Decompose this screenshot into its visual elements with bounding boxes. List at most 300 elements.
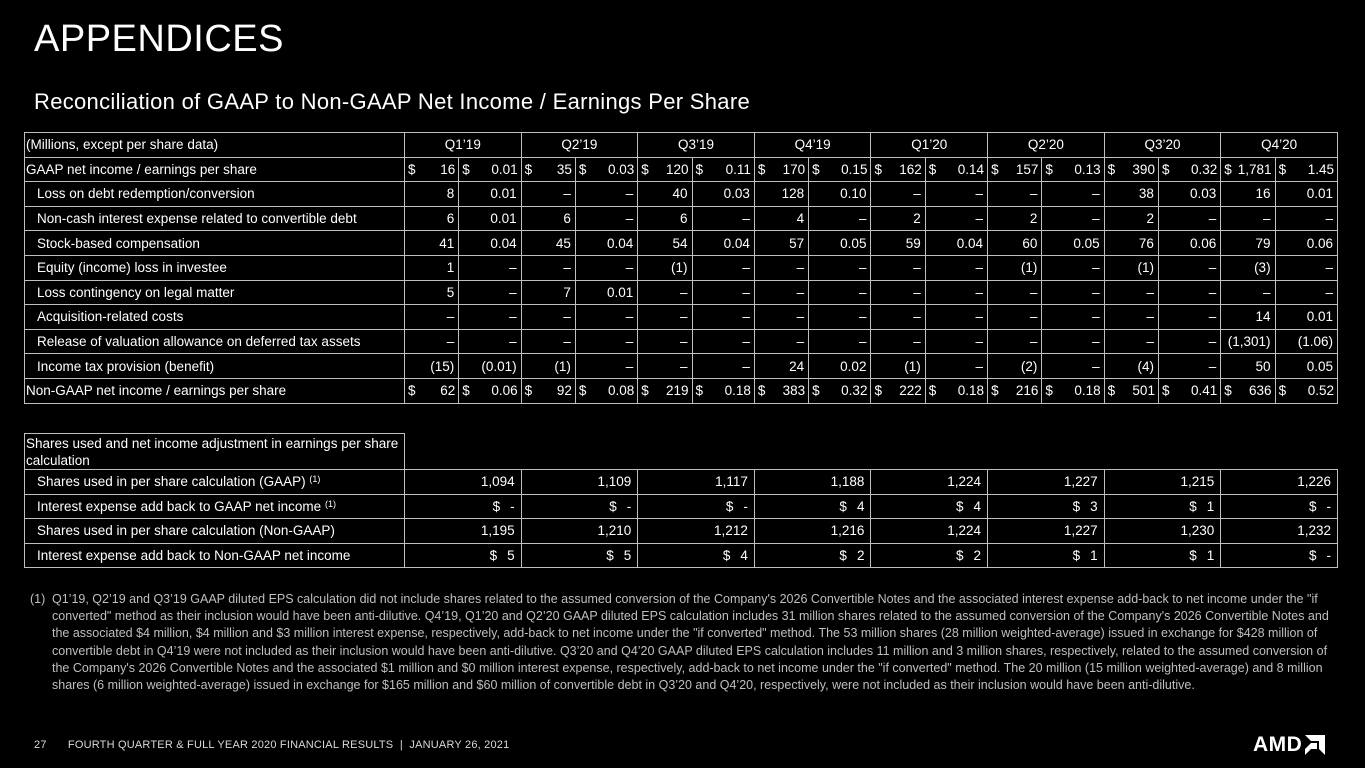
cell-value: 222 xyxy=(899,383,922,399)
table-cell: (1) xyxy=(988,255,1042,280)
table-cell: – xyxy=(871,329,925,354)
shares-cell xyxy=(1221,543,1338,568)
currency-symbol: $ xyxy=(1072,498,1081,514)
page-subtitle: Reconciliation of GAAP to Non-GAAP Net Income / Earnings Per Share xyxy=(34,89,751,114)
table-cell: 2 xyxy=(988,206,1042,231)
table-cell: – xyxy=(1221,206,1275,231)
table-cell: – xyxy=(754,305,808,330)
table-cell: – xyxy=(638,329,692,354)
cell-value: 0.01 xyxy=(491,161,518,177)
reconciliation-table xyxy=(24,132,1338,404)
table-cell: – xyxy=(925,255,987,280)
shares-cell: 1,216 xyxy=(754,519,871,544)
table-cell: – xyxy=(1042,280,1104,305)
shares-row xyxy=(25,543,1338,568)
table-cell: 50 xyxy=(1221,354,1275,379)
table-cell: – xyxy=(809,280,871,305)
table-cell: – xyxy=(521,255,575,280)
table-cell: – xyxy=(1275,255,1337,280)
shares-cell: 1,230 xyxy=(1104,519,1221,544)
table-cell: – xyxy=(459,280,521,305)
table-cell: (3) xyxy=(1221,255,1275,280)
currency-symbol: $ xyxy=(609,498,617,514)
currency-symbol: $ xyxy=(578,383,587,399)
currency-symbol: $ xyxy=(1045,161,1053,177)
cell-value: 1 xyxy=(1090,548,1098,564)
table-cell: 7 xyxy=(521,280,575,305)
table-cell xyxy=(692,157,754,182)
currency-symbol: $ xyxy=(641,161,649,177)
currency-symbol: $ xyxy=(1189,548,1197,564)
cell-value: 0.08 xyxy=(607,383,635,399)
footnote-text: Q1’19, Q2’19 and Q3’19 GAAP diluted EPS calculation did not include shares related to the assumed conversion of the Company's 2026 Convertible Notes and the associated interest expense add-back to net income under the "if converted" method as their inclusion would have been anti-dilutive. Q4’19, Q1’20 and Q2’20 GAAP diluted EPS calculation includes 31 million shares related to the assumed conversion of the Company's 2026 Convertible Notes and the associated $4 million, $4 million and $3 million interest expense, respectively, add-back to net income under the "if converted" method. The 53 million shares (28 million weighted-average) issued in exchange for $428 million of convertible debt in Q4’19 were not included as their inclusion would have been anti-dilutive. Q3’20 and Q4’20 GAAP diluted EPS calculation includes 11 million and 3 million shares, respectively, related to the assumed conversion of the Company's 2026 Convertible Notes and the associated $1 million and $0 million interest expense, respectively, add-back to net income under the "if converted" method. The 20 million (15 million weighted-average) and 8 million shares (6 million weighted-average) issued in exchange for $165 million and $60 million of convertible debt in Q3’20 and Q4’20, respectively, were not included as their inclusion would have been anti-dilutive. xyxy=(52,592,1329,693)
table-cell: – xyxy=(459,255,521,280)
table-cell: – xyxy=(575,354,637,379)
currency-symbol: $ xyxy=(757,383,766,399)
cell-value: 0.03 xyxy=(607,161,635,177)
table-cell: 6 xyxy=(638,206,692,231)
cell-value: 4 xyxy=(973,498,982,514)
table-cell: (1) xyxy=(638,255,692,280)
cell-value: - xyxy=(743,498,748,514)
quarter-header: Q2’19 xyxy=(521,133,638,158)
table-cell xyxy=(754,157,808,182)
table-cell: 60 xyxy=(988,231,1042,256)
cell-value: 4 xyxy=(740,548,748,564)
cell-value: 0.32 xyxy=(1191,161,1218,177)
quarter-header: Q1’19 xyxy=(405,133,522,158)
table-cell: (1) xyxy=(1104,255,1158,280)
row-label: Loss on debt redemption/conversion xyxy=(25,182,405,207)
currency-symbol: $ xyxy=(492,498,501,514)
table-cell: – xyxy=(1158,354,1220,379)
table-cell: – xyxy=(638,280,692,305)
table-cell: – xyxy=(575,182,637,207)
table-cell xyxy=(871,157,925,182)
table-cell: – xyxy=(1158,305,1220,330)
table-cell: 14 xyxy=(1221,305,1275,330)
currency-symbol: $ xyxy=(1161,383,1170,399)
table-cell: (1) xyxy=(871,354,925,379)
table-cell: – xyxy=(871,182,925,207)
table-cell: – xyxy=(809,329,871,354)
currency-symbol: $ xyxy=(408,383,416,399)
cell-value: 216 xyxy=(1015,383,1039,399)
amd-arrow-icon xyxy=(1305,735,1325,755)
table-cell xyxy=(1158,157,1220,182)
table-cell: – xyxy=(754,329,808,354)
table-cell: 16 xyxy=(1221,182,1275,207)
shares-table xyxy=(24,433,1338,568)
shares-row xyxy=(25,519,1338,544)
table-cell: 40 xyxy=(638,182,692,207)
cell-value: 1 xyxy=(1206,498,1215,514)
table-cell: 57 xyxy=(754,231,808,256)
amd-logo xyxy=(1253,733,1325,757)
table-cell: – xyxy=(1158,280,1220,305)
table-cell: 0.03 xyxy=(1158,182,1220,207)
table-cell: 0.01 xyxy=(1275,305,1337,330)
table-cell: (15) xyxy=(405,354,459,379)
shares-cell: 1,188 xyxy=(754,470,871,495)
table-cell: – xyxy=(925,329,987,354)
table-cell: – xyxy=(871,305,925,330)
cell-value: 2 xyxy=(856,548,865,564)
cell-value: 1 xyxy=(1206,548,1215,564)
table-cell: – xyxy=(1042,182,1104,207)
currency-symbol: $ xyxy=(812,161,820,177)
table-cell: (1,301) xyxy=(1221,329,1275,354)
shares-cell xyxy=(405,494,522,519)
cell-value: 5 xyxy=(507,548,515,564)
table-cell xyxy=(1042,157,1104,182)
currency-symbol: $ xyxy=(839,498,847,514)
table-cell: 59 xyxy=(871,231,925,256)
table-cell: 24 xyxy=(754,354,808,379)
shares-cell xyxy=(1104,543,1221,568)
table-cell: – xyxy=(809,206,871,231)
quarter-header: Q2’20 xyxy=(988,133,1105,158)
quarter-header: Q3’20 xyxy=(1104,133,1221,158)
table-cell: – xyxy=(988,280,1042,305)
table-cell: – xyxy=(692,354,754,379)
currency-symbol: $ xyxy=(1072,548,1081,564)
quarter-header: Q4’19 xyxy=(754,133,871,158)
table-cell xyxy=(925,378,987,403)
table-cell: (1.06) xyxy=(1275,329,1337,354)
cell-value: 4 xyxy=(856,498,865,514)
cell-value: 0.52 xyxy=(1307,383,1334,399)
logo-text: AMD xyxy=(1253,733,1303,756)
table-cell xyxy=(1221,378,1275,403)
cell-value: 0.15 xyxy=(841,161,868,177)
cell-value: 5 xyxy=(623,548,632,564)
cell-value: 0.32 xyxy=(841,383,868,399)
row-label: Equity (income) loss in investee xyxy=(25,255,405,280)
shares-cell: 1,109 xyxy=(521,470,638,495)
table-cell: 8 xyxy=(405,182,459,207)
table-cell: – xyxy=(459,329,521,354)
currency-symbol: $ xyxy=(928,383,937,399)
table-row xyxy=(25,280,1338,305)
table-cell: – xyxy=(809,305,871,330)
currency-symbol: $ xyxy=(524,161,533,177)
currency-symbol: $ xyxy=(462,383,470,399)
cell-value: 16 xyxy=(440,161,456,177)
table-cell xyxy=(809,378,871,403)
shares-cell: 1,212 xyxy=(638,519,755,544)
currency-symbol: $ xyxy=(641,383,649,399)
currency-symbol: $ xyxy=(1107,161,1116,177)
shares-cell: 1,210 xyxy=(521,519,638,544)
table-cell xyxy=(925,157,987,182)
table-cell: 0.04 xyxy=(575,231,637,256)
cell-value: 0.18 xyxy=(1074,383,1101,399)
table-cell: – xyxy=(459,305,521,330)
table-cell: 2 xyxy=(1104,206,1158,231)
row-label: Loss contingency on legal matter xyxy=(25,280,405,305)
shares-cell: 1,224 xyxy=(871,470,988,495)
table-cell: – xyxy=(692,280,754,305)
table-row xyxy=(25,354,1338,379)
shares-header: Shares used and net income adjustment in earnings per share calculation xyxy=(25,434,405,470)
table-cell: 1 xyxy=(405,255,459,280)
table-cell xyxy=(988,157,1042,182)
table-cell: – xyxy=(638,354,692,379)
table-cell: – xyxy=(1042,255,1104,280)
shares-row-label xyxy=(25,494,405,519)
cell-value: - xyxy=(510,498,515,514)
shares-cell xyxy=(754,494,871,519)
table-cell: – xyxy=(692,329,754,354)
table-cell: – xyxy=(1158,329,1220,354)
shares-cell xyxy=(988,543,1105,568)
currency-symbol: $ xyxy=(1308,548,1317,564)
shares-cell xyxy=(521,543,638,568)
table-cell: – xyxy=(809,255,871,280)
table-row xyxy=(25,255,1338,280)
cell-value: 92 xyxy=(556,383,572,399)
table-cell: 0.05 xyxy=(1042,231,1104,256)
table-cell xyxy=(459,157,521,182)
currency-symbol: $ xyxy=(956,548,964,564)
currency-symbol: $ xyxy=(956,498,964,514)
currency-symbol: $ xyxy=(606,548,614,564)
table-cell: – xyxy=(1104,305,1158,330)
table-cell: – xyxy=(988,305,1042,330)
cell-value: 0.18 xyxy=(957,383,985,399)
row-label: Non-GAAP net income / earnings per share xyxy=(25,378,405,403)
shares-cell: 1,227 xyxy=(988,470,1105,495)
shares-row-label xyxy=(25,543,405,568)
currency-symbol: $ xyxy=(695,383,704,399)
currency-symbol: $ xyxy=(1278,161,1287,177)
table-cell xyxy=(1042,378,1104,403)
table-cell: 5 xyxy=(405,280,459,305)
table-cell: 0.02 xyxy=(809,354,871,379)
table-cell xyxy=(459,378,521,403)
currency-symbol: $ xyxy=(928,161,937,177)
currency-symbol: $ xyxy=(839,548,847,564)
cell-value: 501 xyxy=(1132,383,1155,399)
cell-value: - xyxy=(626,498,632,514)
currency-symbol: $ xyxy=(1308,498,1317,514)
table-cell: – xyxy=(1104,280,1158,305)
table-row xyxy=(25,329,1338,354)
table-cell xyxy=(1158,378,1220,403)
table-cell xyxy=(1104,157,1158,182)
currency-symbol: $ xyxy=(408,161,416,177)
table-cell: – xyxy=(754,280,808,305)
table-cell xyxy=(405,157,459,182)
table-cell: 0.06 xyxy=(1275,231,1337,256)
shares-cell xyxy=(871,494,988,519)
table-cell: – xyxy=(521,329,575,354)
cell-value: 0.18 xyxy=(724,383,751,399)
table-header-row xyxy=(25,133,1338,158)
footnote xyxy=(30,591,1335,694)
table-cell: 0.05 xyxy=(809,231,871,256)
shares-cell: 1,215 xyxy=(1104,470,1221,495)
page-title: APPENDICES xyxy=(34,18,284,60)
currency-symbol: $ xyxy=(1161,161,1170,177)
cell-value: 1.45 xyxy=(1307,161,1334,177)
cell-value: 0.13 xyxy=(1074,161,1101,177)
shares-cell: 1,094 xyxy=(405,470,522,495)
row-label: Non-cash interest expense related to convertible debt xyxy=(25,206,405,231)
table-cell: – xyxy=(405,305,459,330)
currency-symbol: $ xyxy=(722,548,731,564)
table-cell xyxy=(521,157,575,182)
table-cell: – xyxy=(925,354,987,379)
shares-cell: 1,117 xyxy=(638,470,755,495)
table-cell: 6 xyxy=(405,206,459,231)
currency-symbol: $ xyxy=(725,498,734,514)
table-row xyxy=(25,305,1338,330)
table-cell: 0.04 xyxy=(692,231,754,256)
footnote-ref: (1) xyxy=(324,498,336,509)
table-cell xyxy=(871,378,925,403)
shares-cell xyxy=(988,494,1105,519)
table-cell: 0.10 xyxy=(809,182,871,207)
quarter-header: Q3’19 xyxy=(638,133,755,158)
currency-symbol: $ xyxy=(1278,383,1287,399)
table-cell: 0.06 xyxy=(1158,231,1220,256)
table-cell: (1) xyxy=(521,354,575,379)
cell-value: 162 xyxy=(899,161,922,177)
quarter-header: Q1’20 xyxy=(871,133,988,158)
shares-row xyxy=(25,470,1338,495)
table-cell: 0.05 xyxy=(1275,354,1337,379)
cell-value: 157 xyxy=(1015,161,1039,177)
shares-cell: 1,195 xyxy=(405,519,522,544)
table-cell: 0.01 xyxy=(1275,182,1337,207)
row-label: GAAP net income / earnings per share xyxy=(25,157,405,182)
footnote-mark: (1) xyxy=(30,592,46,606)
table-cell: – xyxy=(405,329,459,354)
table-cell: – xyxy=(754,255,808,280)
table-cell xyxy=(1104,378,1158,403)
table-cell: – xyxy=(1158,255,1220,280)
table-cell: – xyxy=(575,305,637,330)
cell-value: 35 xyxy=(556,161,572,177)
table-cell: – xyxy=(1275,206,1337,231)
cell-value: 170 xyxy=(782,161,806,177)
cell-value: - xyxy=(1326,548,1331,564)
footer xyxy=(34,739,509,751)
table-cell: (4) xyxy=(1104,354,1158,379)
page-number: 27 xyxy=(34,739,47,751)
table-cell: – xyxy=(575,206,637,231)
table-cell: 4 xyxy=(754,206,808,231)
table-cell xyxy=(754,378,808,403)
table-cell xyxy=(575,378,637,403)
table-cell: (2) xyxy=(988,354,1042,379)
currency-symbol: $ xyxy=(757,161,766,177)
quarter-header: Q4’20 xyxy=(1221,133,1338,158)
shares-header-blank xyxy=(405,434,1338,470)
table-cell: 76 xyxy=(1104,231,1158,256)
table-cell: 0.01 xyxy=(459,182,521,207)
footer-text: FOURTH QUARTER & FULL YEAR 2020 FINANCIAL RESULTS | JANUARY 26, 2021 xyxy=(67,739,510,751)
cell-value: - xyxy=(1326,498,1331,514)
table-cell: 128 xyxy=(754,182,808,207)
table-cell: 6 xyxy=(521,206,575,231)
currency-symbol: $ xyxy=(1224,383,1232,399)
cell-value: 219 xyxy=(665,383,689,399)
table-cell: – xyxy=(521,305,575,330)
shares-label-text: Shares used in per share calculation (Non-GAAP) xyxy=(37,523,335,539)
table-cell: 41 xyxy=(405,231,459,256)
shares-row-label xyxy=(25,470,405,495)
currency-symbol: $ xyxy=(524,383,533,399)
table-cell: 54 xyxy=(638,231,692,256)
shares-label-text: Interest expense add back to Non-GAAP net income xyxy=(37,548,351,564)
table-cell: – xyxy=(1158,206,1220,231)
cell-value: 3 xyxy=(1090,498,1098,514)
table-cell: – xyxy=(1275,280,1337,305)
shares-label-text: Interest expense add back to GAAP net income xyxy=(37,498,322,514)
table-cell: – xyxy=(1042,206,1104,231)
table-cell: 0.04 xyxy=(925,231,987,256)
table-cell: – xyxy=(1104,329,1158,354)
cell-value: 0.11 xyxy=(725,161,751,177)
table-cell: – xyxy=(925,305,987,330)
currency-symbol: $ xyxy=(489,548,498,564)
currency-symbol: $ xyxy=(695,161,704,177)
table-cell: – xyxy=(692,305,754,330)
table-cell: – xyxy=(638,305,692,330)
shares-row-label xyxy=(25,519,405,544)
currency-symbol: $ xyxy=(1045,383,1053,399)
table-corner-label: (Millions, except per share data) xyxy=(25,133,405,158)
currency-symbol: $ xyxy=(991,161,999,177)
currency-symbol: $ xyxy=(1224,161,1232,177)
table-cell: – xyxy=(1042,329,1104,354)
table-cell: 0.01 xyxy=(575,280,637,305)
currency-symbol: $ xyxy=(578,161,587,177)
cell-value: 0.06 xyxy=(491,383,518,399)
table-cell: – xyxy=(692,206,754,231)
table-cell: – xyxy=(1042,354,1104,379)
table-cell: – xyxy=(692,255,754,280)
shares-label-text: Shares used in per share calculation (GAAP) xyxy=(37,474,306,490)
row-label: Release of valuation allowance on deferred tax assets xyxy=(25,329,405,354)
shares-cell xyxy=(638,494,755,519)
cell-value: 120 xyxy=(665,161,689,177)
table-row xyxy=(25,378,1338,403)
shares-header-row xyxy=(25,434,1338,470)
table-cell: – xyxy=(521,182,575,207)
table-cell: – xyxy=(1221,280,1275,305)
currency-symbol: $ xyxy=(1189,498,1197,514)
table-cell xyxy=(638,157,692,182)
table-cell xyxy=(1275,157,1337,182)
table-cell: – xyxy=(871,280,925,305)
table-cell: (0.01) xyxy=(459,354,521,379)
currency-symbol: $ xyxy=(462,161,470,177)
cell-value: 2 xyxy=(973,548,982,564)
shares-cell: 1,227 xyxy=(988,519,1105,544)
cell-value: 1,781 xyxy=(1237,161,1272,177)
table-cell: – xyxy=(925,182,987,207)
shares-cell xyxy=(1104,494,1221,519)
table-row xyxy=(25,182,1338,207)
table-cell xyxy=(638,378,692,403)
currency-symbol: $ xyxy=(812,383,820,399)
shares-cell xyxy=(405,543,522,568)
currency-symbol: $ xyxy=(874,161,882,177)
